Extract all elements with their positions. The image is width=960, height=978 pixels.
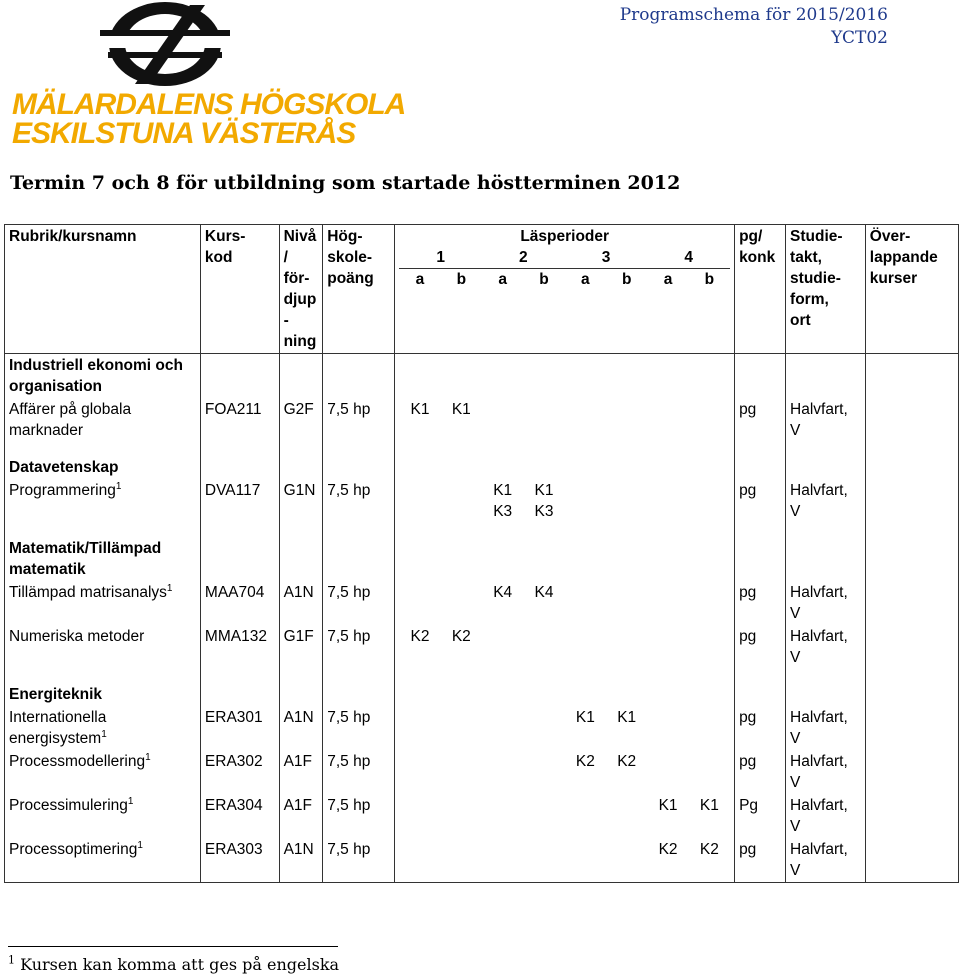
course-credits: 7,5 hp <box>323 750 395 794</box>
header-studietakt: Studie- takt, studie- form, ort <box>786 225 866 354</box>
group-heading-row <box>5 537 959 581</box>
course-level: G2F <box>279 398 323 442</box>
course-level: G1N <box>279 479 323 523</box>
period-value: K2 <box>617 753 637 770</box>
spacer-cell <box>865 669 958 683</box>
course-overlap <box>865 838 958 883</box>
subperiod-letter: b <box>621 271 632 288</box>
period-number: 4 <box>647 247 730 269</box>
empty-cell <box>786 683 866 706</box>
empty-cell <box>200 683 279 706</box>
course-level: A1F <box>279 794 323 838</box>
course-studietakt: Halvfart, V <box>786 398 866 442</box>
course-row <box>5 706 959 750</box>
period-value: K2 <box>451 628 471 645</box>
course-row <box>5 581 959 625</box>
period-value <box>523 399 564 420</box>
course-studietakt: Halvfart, V <box>786 750 866 794</box>
period-value <box>523 707 564 728</box>
header-kurskod: Kurs- kod <box>200 225 279 354</box>
empty-cell <box>395 456 735 479</box>
period-cells <box>395 581 735 625</box>
course-pg: pg <box>735 625 786 669</box>
period-value <box>606 480 647 522</box>
course-credits: 7,5 hp <box>323 625 395 669</box>
course-studietakt: Halvfart, V <box>786 838 866 883</box>
course-code: ERA303 <box>200 838 279 883</box>
period-cells <box>395 479 735 523</box>
header-hp: Hög- skole- poäng <box>323 225 395 354</box>
empty-cell <box>735 456 786 479</box>
empty-cell <box>865 456 958 479</box>
empty-cell <box>279 456 323 479</box>
header-pgkonk: pg/ konk <box>735 225 786 354</box>
course-name: Processmodellering <box>9 753 146 770</box>
course-level: A1N <box>279 706 323 750</box>
subperiod-letters <box>399 269 730 290</box>
period-value <box>399 751 440 772</box>
period-value <box>565 626 606 647</box>
course-studietakt: Halvfart, V <box>786 794 866 838</box>
course-overlap <box>865 398 958 442</box>
spacer-cell <box>735 669 786 683</box>
course-row <box>5 625 959 669</box>
period-value: K1 K3 <box>534 482 554 520</box>
course-credits: 7,5 hp <box>323 398 395 442</box>
period-value <box>482 751 523 772</box>
spacer-cell <box>5 442 201 456</box>
spacer-cell <box>735 523 786 537</box>
course-name: Processimulering <box>9 797 128 814</box>
subperiod-letter: b <box>456 271 467 288</box>
empty-cell <box>395 354 735 399</box>
empty-cell <box>735 683 786 706</box>
period-value <box>399 795 440 816</box>
course-name-cell <box>5 479 201 523</box>
spacer-cell <box>323 523 395 537</box>
period-value <box>565 399 606 420</box>
spacer-cell <box>5 523 201 537</box>
course-row <box>5 750 959 794</box>
period-value: K1 <box>699 797 719 814</box>
course-name: Programmering <box>9 482 116 499</box>
header-overlapp: Över- lappande kurser <box>865 225 958 354</box>
empty-cell <box>786 354 866 399</box>
course-name-cell <box>5 794 201 838</box>
course-code: ERA302 <box>200 750 279 794</box>
empty-cell <box>279 683 323 706</box>
course-credits: 7,5 hp <box>323 581 395 625</box>
course-name: Affärer på globala marknader <box>9 401 132 439</box>
period-value: K2 <box>410 628 430 645</box>
course-overlap <box>865 479 958 523</box>
period-value <box>689 480 730 522</box>
period-value <box>689 751 730 772</box>
spacer-cell <box>786 523 866 537</box>
period-value <box>606 582 647 603</box>
footnote-ref: 1 <box>101 728 107 740</box>
university-logo <box>10 0 406 155</box>
course-level: A1N <box>279 838 323 883</box>
spacer-cell <box>865 442 958 456</box>
course-row <box>5 479 959 523</box>
course-overlap <box>865 750 958 794</box>
course-studietakt: Halvfart, V <box>786 706 866 750</box>
period-value: K2 <box>575 753 595 770</box>
course-pg: pg <box>735 398 786 442</box>
period-value <box>647 480 688 522</box>
period-value: K1 K3 <box>493 482 513 520</box>
period-value: K4 <box>534 584 554 601</box>
course-name: Numeriska metoder <box>9 628 145 645</box>
spacer-cell <box>279 523 323 537</box>
period-value <box>647 582 688 603</box>
course-level: A1F <box>279 750 323 794</box>
course-pg: pg <box>735 479 786 523</box>
footnote-ref: 1 <box>115 480 122 492</box>
period-value <box>647 626 688 647</box>
spacer-cell <box>786 442 866 456</box>
logo-text-line-1: MÄLARDALENS HÖGSKOLA <box>12 88 406 121</box>
period-value <box>399 582 440 603</box>
footnote-ref: 1 <box>145 751 151 763</box>
course-level: A1N <box>279 581 323 625</box>
course-code: ERA304 <box>200 794 279 838</box>
period-value <box>399 480 440 522</box>
footnote-ref: 1 <box>166 582 173 594</box>
course-name: Internationella energisystem <box>9 709 107 747</box>
period-value <box>482 626 523 647</box>
course-pg: pg <box>735 838 786 883</box>
course-name: Tillämpad matrisanalys <box>9 584 167 601</box>
spacer-cell <box>200 523 279 537</box>
course-schedule-table <box>4 224 959 883</box>
footnote-mark: 1 <box>8 953 15 967</box>
program-title: Programschema för 2015/2016 <box>619 5 888 25</box>
period-value <box>689 399 730 420</box>
header-lasperioder <box>395 225 735 354</box>
empty-cell <box>279 354 323 399</box>
course-name-cell <box>5 398 201 442</box>
subperiod-letter: b <box>704 271 715 288</box>
course-credits: 7,5 hp <box>323 838 395 883</box>
empty-cell <box>865 537 958 581</box>
empty-cell <box>395 537 735 581</box>
logo-text-line-2: ESKILSTUNA VÄSTERÅS <box>12 117 356 150</box>
course-credits: 7,5 hp <box>323 479 395 523</box>
spacer-row <box>5 669 959 683</box>
period-value <box>441 582 482 603</box>
course-row <box>5 794 959 838</box>
period-value <box>523 839 564 860</box>
course-pg: pg <box>735 750 786 794</box>
course-credits: 7,5 hp <box>323 794 395 838</box>
course-code: DVA117 <box>200 479 279 523</box>
period-value <box>482 795 523 816</box>
footnote-ref: 1 <box>137 839 143 851</box>
period-value: K1 <box>451 401 471 418</box>
footnote-divider <box>8 946 338 947</box>
subperiod-letter: a <box>663 271 673 288</box>
period-value <box>441 707 482 728</box>
period-value <box>482 839 523 860</box>
spacer-cell <box>735 442 786 456</box>
course-overlap <box>865 706 958 750</box>
empty-cell <box>786 456 866 479</box>
subperiod-letter: a <box>498 271 507 288</box>
empty-cell <box>200 537 279 581</box>
spacer-cell <box>200 442 279 456</box>
empty-cell <box>865 354 958 399</box>
period-number: 2 <box>482 247 565 269</box>
period-value <box>523 626 564 647</box>
spacer-cell <box>865 523 958 537</box>
footnote <box>8 955 339 974</box>
course-studietakt: Halvfart, V <box>786 479 866 523</box>
period-value: K1 <box>658 797 678 814</box>
course-level: G1F <box>279 625 323 669</box>
course-name: Processoptimering <box>9 841 138 858</box>
period-cells <box>395 398 735 442</box>
period-value <box>689 626 730 647</box>
group-heading-row <box>5 683 959 706</box>
footnote-ref: 1 <box>127 795 134 807</box>
spacer-cell <box>279 442 323 456</box>
spacer-row <box>5 442 959 456</box>
period-value <box>647 707 688 728</box>
period-value: K4 <box>493 584 513 601</box>
course-overlap <box>865 625 958 669</box>
period-value <box>647 399 688 420</box>
course-overlap <box>865 794 958 838</box>
period-value <box>606 795 647 816</box>
empty-cell <box>735 537 786 581</box>
course-code: MMA132 <box>200 625 279 669</box>
course-name-cell <box>5 625 201 669</box>
group-heading: Matematik/Tillämpad matematik <box>5 537 201 581</box>
spacer-cell <box>323 442 395 456</box>
course-pg: Pg <box>735 794 786 838</box>
page-title: Termin 7 och 8 för utbildning som startade höstterminen 2012 <box>10 172 681 194</box>
course-pg: pg <box>735 581 786 625</box>
course-pg: pg <box>735 706 786 750</box>
period-value <box>647 751 688 772</box>
logo-emblem-icon <box>90 0 240 88</box>
empty-cell <box>323 537 395 581</box>
empty-cell <box>279 537 323 581</box>
period-value <box>441 839 482 860</box>
period-value <box>441 751 482 772</box>
period-value <box>441 480 482 522</box>
spacer-cell <box>323 669 395 683</box>
period-value: K1 <box>575 709 595 726</box>
empty-cell <box>323 683 395 706</box>
period-value <box>482 399 523 420</box>
group-heading-row <box>5 456 959 479</box>
period-value <box>523 751 564 772</box>
course-studietakt: Halvfart, V <box>786 581 866 625</box>
table-header-row <box>5 225 959 354</box>
period-numbers <box>399 247 730 269</box>
course-name-cell <box>5 838 201 883</box>
course-overlap <box>865 581 958 625</box>
course-studietakt: Halvfart, V <box>786 625 866 669</box>
spacer-cell <box>5 669 201 683</box>
period-cells <box>395 794 735 838</box>
course-code: MAA704 <box>200 581 279 625</box>
period-value <box>689 582 730 603</box>
period-value <box>689 707 730 728</box>
header-rubrik: Rubrik/kursnamn <box>5 225 201 354</box>
empty-cell <box>323 354 395 399</box>
course-row <box>5 838 959 883</box>
period-value <box>399 707 440 728</box>
period-value <box>565 582 606 603</box>
spacer-cell <box>200 669 279 683</box>
course-name-cell <box>5 750 201 794</box>
period-value <box>606 626 647 647</box>
group-heading: Industriell ekonomi och organisation <box>5 354 201 399</box>
period-value: K1 <box>410 401 430 418</box>
period-cells <box>395 706 735 750</box>
spacer-row <box>5 523 959 537</box>
subperiod-letter: b <box>539 271 549 288</box>
spacer-cell <box>786 669 866 683</box>
program-code: YCT02 <box>831 28 888 48</box>
footnote-text: Kursen kan komma att ges på engelska <box>20 955 340 974</box>
period-cells <box>395 750 735 794</box>
course-code: ERA301 <box>200 706 279 750</box>
period-value: K2 <box>658 841 678 858</box>
lasperioder-title: Läsperioder <box>520 228 610 245</box>
spacer-cell <box>395 442 735 456</box>
spacer-cell <box>395 669 735 683</box>
course-row <box>5 398 959 442</box>
period-value <box>523 795 564 816</box>
empty-cell <box>865 683 958 706</box>
subperiod-letter: a <box>415 271 425 288</box>
empty-cell <box>735 354 786 399</box>
empty-cell <box>200 456 279 479</box>
group-heading-row <box>5 354 959 399</box>
period-value <box>565 795 606 816</box>
empty-cell <box>323 456 395 479</box>
period-value <box>565 480 606 522</box>
period-value <box>399 839 440 860</box>
period-cells <box>395 625 735 669</box>
spacer-cell <box>279 669 323 683</box>
document-header <box>620 4 888 50</box>
period-value <box>606 839 647 860</box>
period-value <box>482 707 523 728</box>
period-value: K2 <box>699 841 719 858</box>
empty-cell <box>395 683 735 706</box>
period-value: K1 <box>617 709 637 726</box>
course-credits: 7,5 hp <box>323 706 395 750</box>
period-cells <box>395 838 735 883</box>
empty-cell <box>786 537 866 581</box>
course-name-cell <box>5 581 201 625</box>
period-number: 1 <box>399 247 482 269</box>
course-code: FOA211 <box>200 398 279 442</box>
period-value <box>441 795 482 816</box>
course-name-cell <box>5 706 201 750</box>
group-heading: Energiteknik <box>5 683 201 706</box>
period-value <box>606 399 647 420</box>
group-heading: Datavetenskap <box>5 456 201 479</box>
period-number: 3 <box>565 247 648 269</box>
header-niva: Nivå / för- djup - ning <box>279 225 323 354</box>
spacer-cell <box>395 523 735 537</box>
period-value <box>565 839 606 860</box>
empty-cell <box>200 354 279 399</box>
subperiod-letter: a <box>581 271 590 288</box>
